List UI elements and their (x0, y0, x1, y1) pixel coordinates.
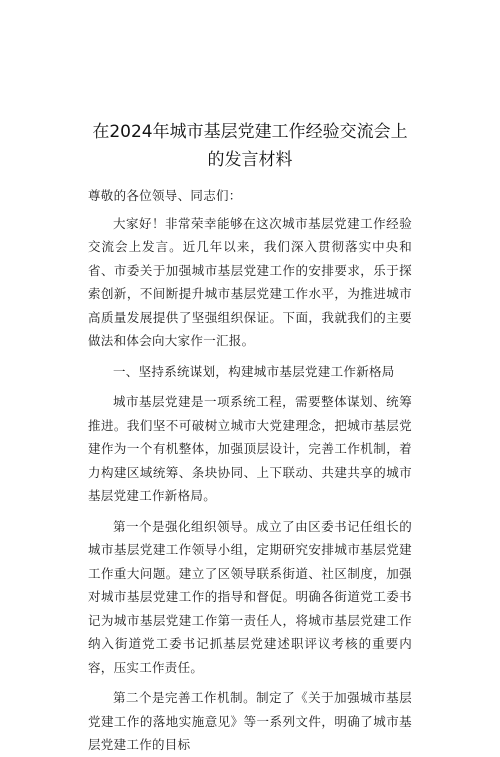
document-title: 在2024年城市基层党建工作经验交流会上的发言材料 (92, 122, 408, 170)
section-heading-1: 一、坚持系统谋划，构建城市基层党建工作新格局 (113, 363, 395, 379)
paragraph-intro: 大家好！非常荣幸能够在这次城市基层党建工作经验交流会上发言。近几年以来，我们深入贯彻落实中央和省、市委关于加强城市基层党建工作的安排要求，乐于探索创新，不间断提升城市基层党建工作水平，为推进城市高质量发展提供了坚强组织保证。下面，我就我们的主要做法和体会向大家作一汇报。 (88, 215, 412, 348)
paragraph-mechanism: 第二个是完善工作机制。制定了《关于加强城市基层党建工作的落地实施意见》等一系列文件，明确了城市基层党建工作的目标 (88, 690, 412, 752)
greeting: 尊敬的各位领导、同志们： (88, 188, 242, 203)
paragraph-organization: 第一个是强化组织领导。成立了由区委书记任组长的城市基层党建工作领导小组，定期研究安排城市基层党建工作重大问题。建立了区领导联系街道、社区制度，加强对城市基层党建工作的指导和督促。明确各街道党工委书记为城市基层党建工作第一责任人，将城市基层党建工作纳入街道党工委书记抓基层党建述职评议考核的重要内容，压实工作责任。 (88, 518, 412, 675)
paragraph-section-1: 城市基层党建是一项系统工程，需要整体谋划、统筹推进。我们坚不可破树立城市大党建理念，把城市基层党建作为一个有机整体，加强顶层设计，完善工作机制，着力构建区域统筹、条块协同、上下联动、共建共享的城市基层党建工作新格局。 (88, 394, 412, 503)
